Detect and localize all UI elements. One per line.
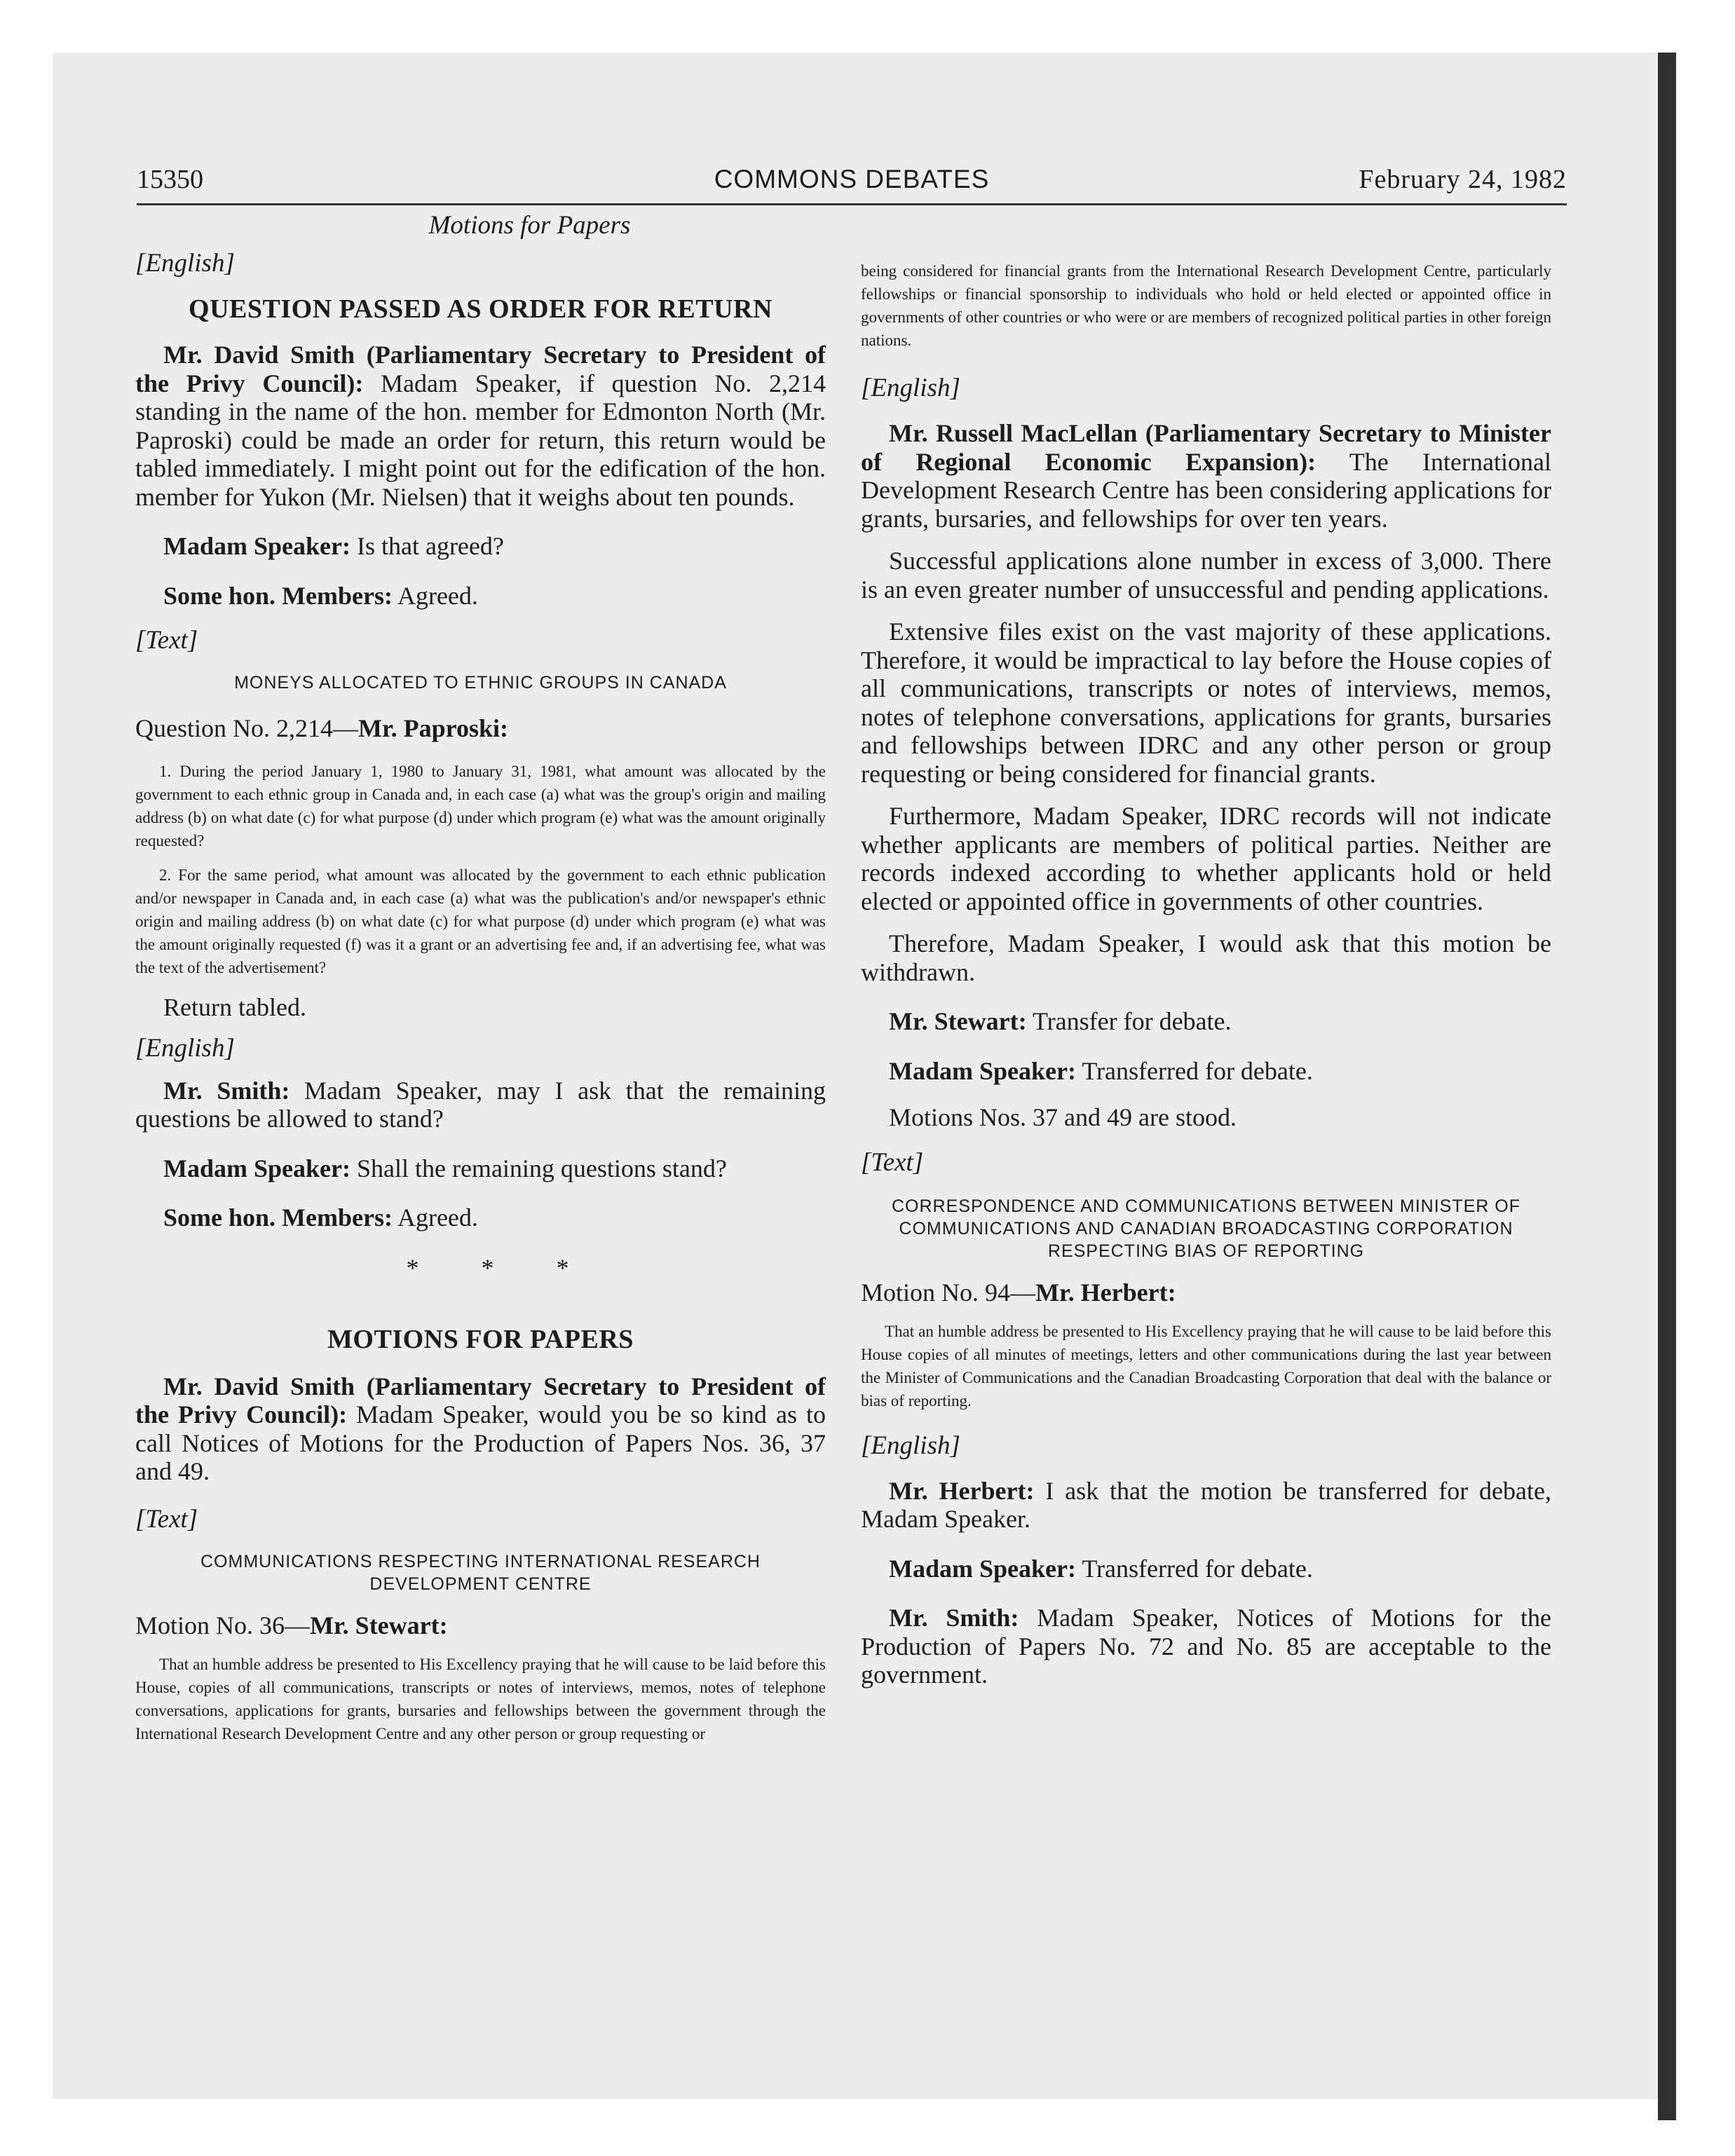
speech-text: The International Development Research Centre has been considering applications for grants, bursaries, and fellowships for over ten years. (861, 447, 1551, 533)
speech-text: Agreed. (392, 1203, 478, 1231)
speech-text: Shall the remaining questions stand? (350, 1154, 727, 1182)
speech-text: Madam Speaker, if question No. 2,214 standing in the name of the hon. member for Edmonton North (Mr. Paproski) could be made an order for return, this return would be tabled immediately. I might point out for the edification of the hon. member for Yukon (Mr. Nielsen) that it weighs about ten pounds. (135, 369, 826, 511)
motion-title (861, 1278, 1551, 1307)
speech-paragraph (861, 1555, 1551, 1583)
speech-paragraph (135, 532, 826, 561)
speech-paragraph (861, 1477, 1551, 1534)
question-number: Question No. 2,214— (135, 714, 358, 742)
language-marker: [Text] (861, 1147, 924, 1177)
speech-text: I ask that the motion be transferred for debate, Madam Speaker. (861, 1476, 1551, 1533)
page-number: 15350 (137, 165, 203, 194)
speaker-name: Mr. Smith: (889, 1604, 1019, 1632)
speaker-name: Mr. Russell MacLellan (Parliamentary Secretary to Minister of Regional Economic Expansion): (861, 419, 1551, 476)
speech-paragraph: Furthermore, Madam Speaker, IDRC records will not indicate whether applicants are members of political parties. Neither are records indexed according to whether applicants hold or held elected or appointed office in governments of other countries. (861, 802, 1551, 915)
speech-paragraph: Therefore, Madam Speaker, I would ask that this motion be withdrawn. (861, 929, 1551, 986)
speech-paragraph (135, 341, 826, 511)
speech-text: Madam Speaker, Notices of Motions for the Production of Papers No. 72 and No. 85 are acceptable to the government. (861, 1604, 1551, 1688)
page-header (137, 163, 1567, 205)
section-heading: QUESTION PASSED AS ORDER FOR RETURN (189, 294, 773, 324)
speaker-name: Some hon. Members: (163, 1203, 393, 1231)
language-marker: [English] (861, 374, 960, 402)
language-marker: [English] (135, 249, 235, 278)
speech-text: Transferred for debate. (1075, 1554, 1313, 1583)
speaker-name: Madam Speaker: (889, 1554, 1076, 1583)
speech-text: Agreed. (392, 581, 478, 610)
motion-number: Motion No. 94— (861, 1278, 1036, 1306)
section-heading: MOTIONS FOR PAPERS (327, 1324, 634, 1354)
speaker-name: Mr. David Smith (Parliamentary Secretary to President of the Privy Council): (135, 341, 826, 397)
speech-paragraph (135, 1372, 826, 1486)
motion-text-continued: being considered for financial grants from the International Research Development Centre, particularly fellowships or financial sponsorship to individuals who hold or held elected or appointed office in governments of other countries or who were or are members of recognized political parties in other foreign nations. (861, 262, 1551, 349)
left-column (135, 210, 826, 1745)
publication-title: COMMONS DEBATES (714, 165, 990, 193)
speech-paragraph (135, 1203, 826, 1232)
scan-edge-shadow (1658, 53, 1676, 2120)
issue-date: February 24, 1982 (1359, 165, 1567, 194)
speech-paragraph (861, 1604, 1551, 1689)
right-column (861, 259, 1551, 1689)
speech-text: Madam Speaker, may I ask that the remaining questions be allowed to stand? (135, 1076, 826, 1133)
language-marker: [Text] (135, 1504, 198, 1534)
member-name: Mr. Herbert: (1035, 1278, 1176, 1306)
speech-paragraph (861, 1057, 1551, 1086)
speaker-name: Mr. Stewart: (889, 1007, 1027, 1035)
speech-paragraph (861, 419, 1551, 533)
speech-text: Madam Speaker, would you be so kind as to call Notices of Motions for the Production of Papers Nos. 36, 37 and 49. (135, 1400, 826, 1485)
speaker-name: Mr. David Smith (Parliamentary Secretary to President of the Privy Council): (135, 1372, 826, 1428)
speaker-name: Mr. Smith: (163, 1076, 290, 1105)
speaker-name: Madam Speaker: (889, 1056, 1076, 1085)
speech-paragraph: Successful applications alone number in excess of 3,000. There is an even greater number of unsuccessful and pending applications. (861, 547, 1551, 603)
speaker-name: Some hon. Members: (163, 581, 393, 610)
running-section-title: Motions for Papers (428, 211, 631, 240)
section-separator: * * * (406, 1253, 597, 1282)
speech-text: Is that agreed? (350, 532, 504, 560)
speech-text: Transfer for debate. (1026, 1007, 1232, 1035)
subheading: MONEYS ALLOCATED TO ETHNIC GROUPS IN CANADA (234, 673, 727, 692)
speaker-name: Madam Speaker: (163, 1154, 351, 1182)
speech-paragraph: Motions Nos. 37 and 49 are stood. (889, 1103, 1237, 1131)
language-marker: [English] (135, 1033, 235, 1063)
member-name: Mr. Paproski: (358, 714, 509, 742)
speech-paragraph (135, 1077, 826, 1133)
motion-number: Motion No. 36— (135, 1611, 311, 1639)
return-note: Return tabled. (163, 993, 306, 1021)
language-marker: [English] (861, 1431, 960, 1460)
speech-text: Transferred for debate. (1075, 1056, 1313, 1085)
speaker-name: Madam Speaker: (163, 532, 351, 560)
speaker-name: Mr. Herbert: (889, 1476, 1035, 1505)
speech-paragraph (135, 582, 826, 610)
question-title (135, 714, 826, 743)
motion-title (135, 1611, 826, 1640)
subheading: COMMUNICATIONS RESPECTING INTERNATIONAL RESEARCH DEVELOPMENT CENTRE (200, 1551, 761, 1594)
question-text: 2. For the same period, what amount was allocated by the government to each ethnic publication and/or newspaper in Canada and, in each case (a) what was the publication's and/or newspaper's ethnic origin and mailing address (b) on what date (c) for what purpose (d) under which program (e) what was the amount originally requested (f) was it a grant or an advertising fee and, if an advertising fee, what was the text of the advertisement? (135, 866, 826, 976)
language-marker: [Text] (135, 626, 198, 655)
member-name: Mr. Stewart: (310, 1611, 448, 1639)
motion-text: That an humble address be presented to His Excellency praying that he will cause to be laid before this House copies of all minutes of meetings, letters and other communications during the last year between the Minister of Communications and the Canadian Broadcasting Corporation that deal with the balance or bias of reporting. (861, 1322, 1551, 1410)
motion-text: That an humble address be presented to His Excellency praying that he will cause to be laid before this House, copies of all communications, transcripts or notes of interviews, memos, notes of telephone conversations, applications for grants, bursaries and fellowships between the government through the International Research Development Centre and any other person or group requesting or (135, 1655, 826, 1742)
speech-paragraph (861, 1007, 1551, 1036)
speech-paragraph (135, 1154, 826, 1183)
speech-paragraph: Extensive files exist on the vast majority of these applications. Therefore, it would be impractical to lay before the House copies of all communications, transcripts or notes of interviews, memos, notes of telephone conversations, applications for grants, bursaries and fellowships between IDRC and any other person or group requesting or being considered for financial grants. (861, 618, 1551, 788)
question-text: 1. During the period January 1, 1980 to January 31, 1981, what amount was allocated by the government to each ethnic group in Canada and, in each case (a) what was the group's origin and mailing address (b) on what date (c) for what purpose (d) under which program (e) what was the amount originally requested? (135, 763, 826, 850)
subheading: CORRESPONDENCE AND COMMUNICATIONS BETWEEN MINISTER OF COMMUNICATIONS AND CANADIAN BROADCASTING CORPORATION RESPECTING BIAS OF REPORTING (891, 1196, 1521, 1261)
